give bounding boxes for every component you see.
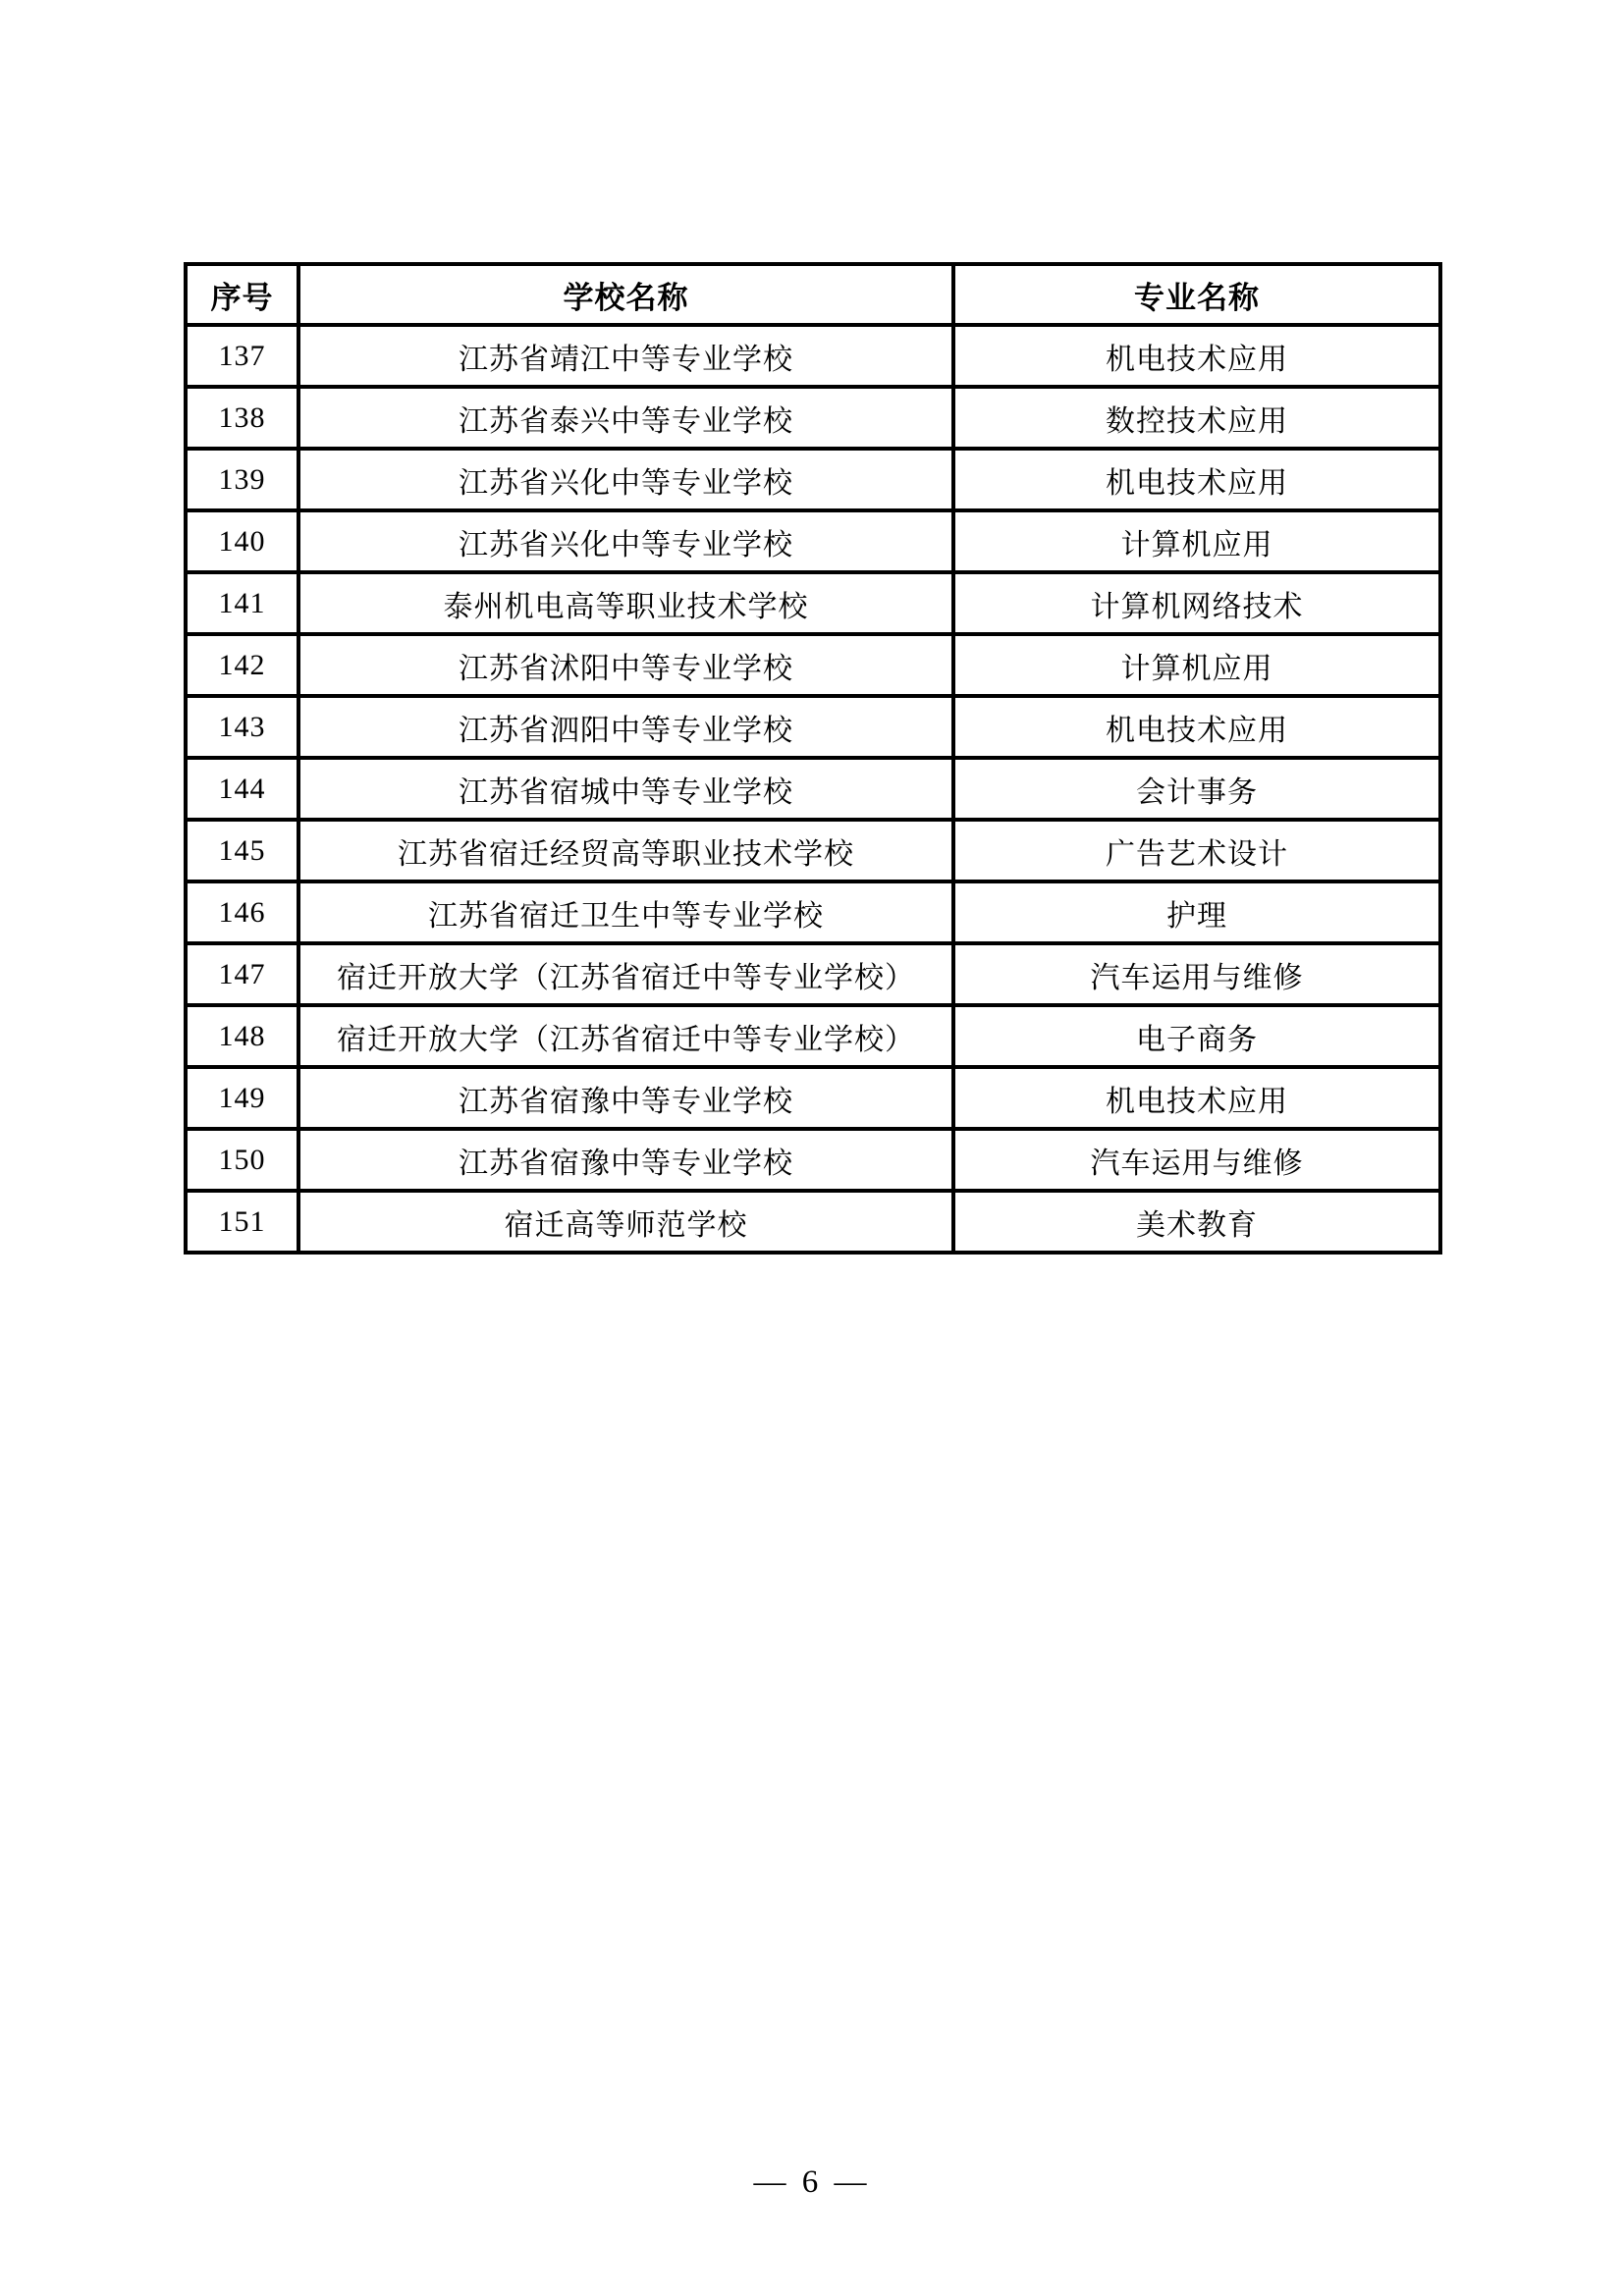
column-header-no: 序号 [186, 264, 298, 325]
cell-school-name: 宿迁开放大学（江苏省宿迁中等专业学校） [298, 943, 953, 1005]
table-header-row [186, 264, 1440, 325]
cell-major-name: 机电技术应用 [953, 449, 1440, 510]
table-row [186, 449, 1440, 510]
cell-major-name: 汽车运用与维修 [953, 943, 1440, 1005]
table-row [186, 1067, 1440, 1129]
cell-school-name: 江苏省宿豫中等专业学校 [298, 1067, 953, 1129]
cell-school-name: 宿迁开放大学（江苏省宿迁中等专业学校） [298, 1005, 953, 1067]
cell-school-name: 江苏省兴化中等专业学校 [298, 449, 953, 510]
cell-serial-number: 150 [186, 1129, 298, 1191]
table-row [186, 758, 1440, 820]
table-row [186, 820, 1440, 881]
cell-school-name: 江苏省宿迁经贸高等职业技术学校 [298, 820, 953, 881]
table-body [186, 325, 1440, 1253]
cell-major-name: 计算机网络技术 [953, 572, 1440, 634]
cell-major-name: 机电技术应用 [953, 696, 1440, 758]
cell-major-name: 护理 [953, 881, 1440, 943]
cell-serial-number: 142 [186, 634, 298, 696]
cell-serial-number: 144 [186, 758, 298, 820]
cell-major-name: 计算机应用 [953, 634, 1440, 696]
cell-school-name: 江苏省泰兴中等专业学校 [298, 387, 953, 449]
cell-school-name: 江苏省兴化中等专业学校 [298, 510, 953, 572]
cell-school-name: 江苏省宿豫中等专业学校 [298, 1129, 953, 1191]
column-header-major: 专业名称 [953, 264, 1440, 325]
cell-serial-number: 143 [186, 696, 298, 758]
cell-serial-number: 139 [186, 449, 298, 510]
table-row [186, 943, 1440, 1005]
table-row [186, 572, 1440, 634]
table-row [186, 1129, 1440, 1191]
table-header [186, 264, 1440, 325]
page-number: — 6 — [753, 2164, 871, 2200]
cell-school-name: 江苏省泗阳中等专业学校 [298, 696, 953, 758]
cell-serial-number: 138 [186, 387, 298, 449]
schools-majors-table [184, 262, 1442, 1255]
table-row [186, 696, 1440, 758]
cell-school-name: 江苏省靖江中等专业学校 [298, 325, 953, 387]
cell-school-name: 江苏省宿城中等专业学校 [298, 758, 953, 820]
cell-serial-number: 147 [186, 943, 298, 1005]
cell-major-name: 机电技术应用 [953, 1067, 1440, 1129]
cell-serial-number: 145 [186, 820, 298, 881]
table-row [186, 510, 1440, 572]
cell-major-name: 电子商务 [953, 1005, 1440, 1067]
cell-school-name: 宿迁高等师范学校 [298, 1191, 953, 1253]
cell-major-name: 计算机应用 [953, 510, 1440, 572]
cell-major-name: 会计事务 [953, 758, 1440, 820]
table-row [186, 634, 1440, 696]
cell-serial-number: 149 [186, 1067, 298, 1129]
table-row [186, 387, 1440, 449]
cell-major-name: 美术教育 [953, 1191, 1440, 1253]
cell-major-name: 广告艺术设计 [953, 820, 1440, 881]
cell-major-name: 汽车运用与维修 [953, 1129, 1440, 1191]
cell-serial-number: 137 [186, 325, 298, 387]
cell-school-name: 江苏省沭阳中等专业学校 [298, 634, 953, 696]
cell-school-name: 泰州机电高等职业技术学校 [298, 572, 953, 634]
cell-major-name: 数控技术应用 [953, 387, 1440, 449]
cell-serial-number: 148 [186, 1005, 298, 1067]
column-header-school: 学校名称 [298, 264, 953, 325]
table-row [186, 1005, 1440, 1067]
cell-serial-number: 140 [186, 510, 298, 572]
cell-serial-number: 151 [186, 1191, 298, 1253]
table-row [186, 1191, 1440, 1253]
cell-school-name: 江苏省宿迁卫生中等专业学校 [298, 881, 953, 943]
table-row [186, 325, 1440, 387]
cell-serial-number: 146 [186, 881, 298, 943]
cell-serial-number: 141 [186, 572, 298, 634]
cell-major-name: 机电技术应用 [953, 325, 1440, 387]
table-row [186, 881, 1440, 943]
